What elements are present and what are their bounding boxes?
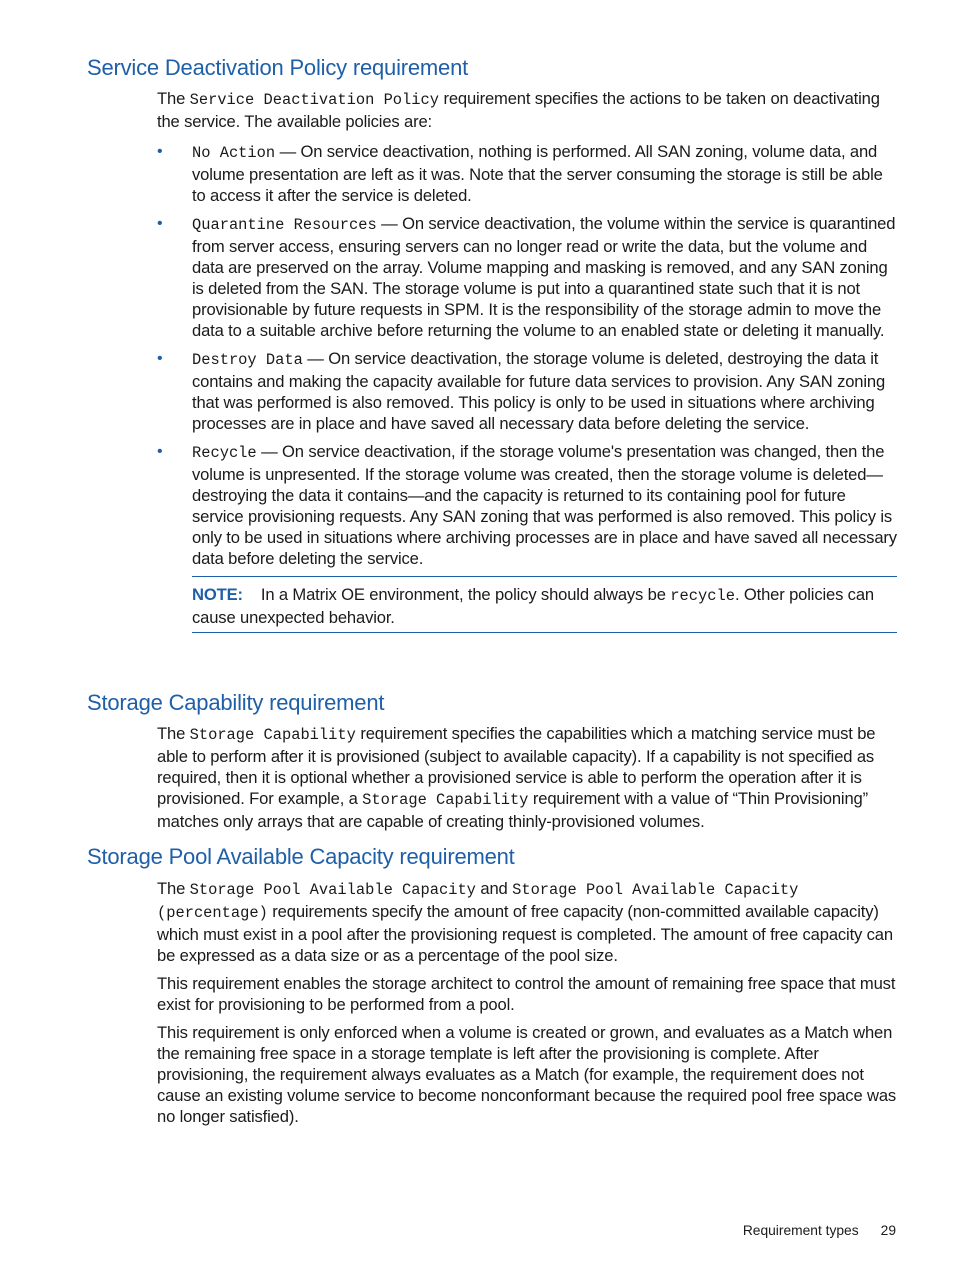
heading-storage-capability: Storage Capability requirement (87, 690, 385, 715)
list-item: • No Action — On service deactivation, nothing is performed. All SAN zoning, volume data, and volume presentation are left as it was. Note that the server consuming the storage is still be able to access it after the service is deleted. (157, 142, 883, 205)
list-item: • Destroy Data — On service deactivation, the storage volume is deleted, destroying the data it contains and making the capacity available for future data services to provision. Any SAN zoning that was performed is also removed. This policy is only to be used in situations where archiving processes are in place and have saved all necessary data before deleting the service. (157, 349, 886, 433)
pool-paragraph-3: This requirement is only enforced when a volume is created or grown, and evaluates as a Match when the remaining free space in a storage template is left after the provisioning is complete. After provisioning, the requirement always evaluates as a Match (for example, the requirement does not cause an existing volume service to become nonconformant because the required pool free space was no longer satisfied). (157, 1023, 897, 1126)
policy-list (157, 141, 897, 569)
footer-section-label: Requirement types (742, 1223, 859, 1238)
inline-code: Storage Capability (189, 726, 356, 744)
capability-paragraph: The Storage Capability requirement specifies the capabilities which a matching service must be able to perform after it is provisioned (subject to available capacity). If a capability is not specified as required, then it is optional whether a provisioned service is able to perform the operation after it is provisioned. For example, a Storage Capability requirement with a value of “Thin Provisioning” matches only arrays that are capable of creating thinly-provisioned volumes. (157, 724, 876, 831)
inline-code: No Action (192, 144, 276, 162)
inline-code: Storage Pool Available Capacity (189, 881, 476, 899)
heading-service-deactivation-policy: Service Deactivation Policy requirement (87, 55, 469, 80)
section-storage-capability (157, 723, 897, 839)
list-item: • Recycle — On service deactivation, if the storage volume's presentation was changed, then the volume is unpresented. If the storage volume was created, then the storage volume is deleted—destroying the data it contains—and the capacity is returned to its containing pool for future service provisioning requests. Any SAN zoning that was performed is also removed. This policy is only to be used in situations where archiving processes are in place and have saved all necessary data before deleting the service. (157, 442, 897, 568)
section-storage-pool-available-capacity (157, 878, 897, 1134)
inline-code: Quarantine Resources (192, 216, 377, 234)
note-box: NOTE: In a Matrix OE environment, the policy should always be recycle. Other policies can cause unexpected behavior. (192, 576, 897, 633)
inline-code: Service Deactivation Policy (189, 91, 439, 109)
note-label: NOTE: (192, 585, 243, 604)
bullet-icon: • (157, 215, 163, 232)
inline-code: Destroy Data (192, 351, 303, 369)
page-footer (743, 1223, 896, 1238)
bullet-icon: • (157, 350, 163, 367)
inline-code: Storage Capability (362, 791, 529, 809)
heading-storage-pool-available-capacity: Storage Pool Available Capacity requirement (87, 844, 515, 869)
page-number: 29 (880, 1223, 896, 1238)
section-service-deactivation-policy (157, 88, 897, 633)
list-item: • Quarantine Resources — On service deactivation, the volume within the service is quarantined from server access, ensuring servers can no longer read or write the data, but the volume and data are preserved on the array. Volume mapping and masking is removed, and any SAN zoning is deleted from the SAN. The storage volume is put into a quarantined state such that it is not provisionable by future requests in SPM. It is the responsibility of the storage admin to move the data to a suitable archive before returning the volume to an enabled state or deleting it manually. (157, 214, 896, 340)
deactivation-intro: The Service Deactivation Policy requirement specifies the actions to be taken on deactivating the service. The available policies are: (157, 89, 880, 131)
inline-code: Recycle (192, 444, 257, 462)
inline-code: Storage Pool Available Capacity (percentage) (157, 881, 799, 922)
bullet-icon: • (157, 143, 163, 160)
bullet-icon: • (157, 443, 163, 460)
pool-paragraph-1: The Storage Pool Available Capacity and Storage Pool Available Capacity (percentage) requirements specify the amount of free capacity (non-committed available capacity) which must exist in a pool after the provisioning request is completed. The amount of free capacity can be expressed as a data size or as a percentage of the pool size. (157, 879, 893, 965)
pool-paragraph-2: This requirement enables the storage architect to control the amount of remaining free space that must exist for provisioning to be performed from a pool. (157, 974, 896, 1014)
inline-code: recycle (670, 587, 735, 605)
